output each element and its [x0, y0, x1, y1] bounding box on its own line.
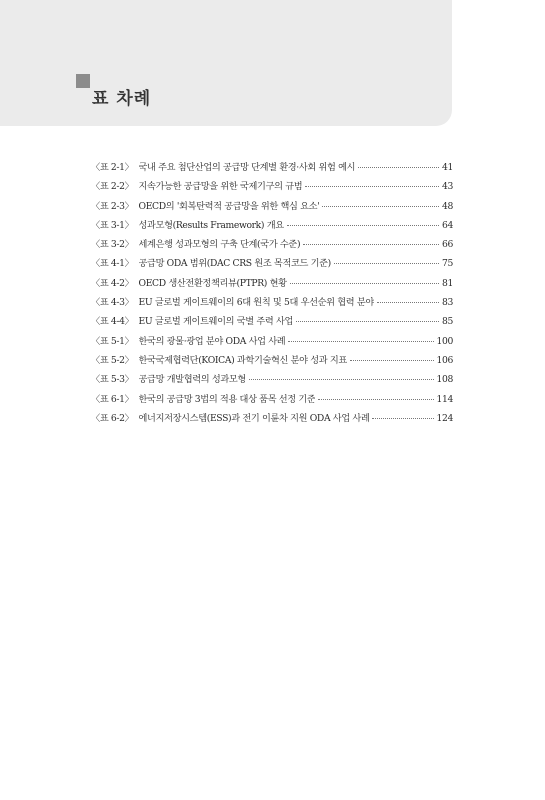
table-of-tables-list [91, 159, 453, 429]
toc-entry-page: 106 [436, 354, 453, 366]
toc-entry[interactable] [91, 275, 453, 294]
toc-entry-title: EU 글로벌 게이트웨이의 6대 원칙 및 5대 우선순위 협력 분야 [138, 297, 374, 309]
toc-entry-label: 〈표 2-1〉 [91, 162, 134, 173]
dot-leader [358, 167, 439, 168]
toc-entry-page: 100 [436, 335, 453, 347]
dot-leader [372, 418, 433, 419]
toc-entry[interactable] [91, 198, 453, 217]
toc-entry[interactable] [91, 255, 453, 274]
toc-entry-page: 83 [442, 297, 453, 309]
toc-entry-title: OECD의 '회복탄력적 공급망을 위한 핵심 요소' [138, 200, 320, 212]
header-band [0, 0, 452, 126]
toc-entry-page: 64 [442, 219, 453, 231]
toc-entry[interactable] [91, 352, 453, 371]
dot-leader [296, 321, 439, 322]
toc-entry-title: 공급망 ODA 범위(DAC CRS 원조 목적코드 기준) [138, 258, 331, 270]
toc-entry-title: 한국국제협력단(KOICA) 과학기술혁신 분야 성과 지표 [138, 354, 347, 366]
toc-entry-label: 〈표 4-3〉 [91, 297, 134, 309]
toc-entry-page: 81 [442, 277, 453, 289]
toc-entry-title: OECD 생산전환정책리뷰(PTPR) 현황 [138, 277, 287, 289]
toc-entry-page: 124 [436, 412, 453, 424]
toc-entry-page: 108 [436, 374, 453, 386]
toc-entry-title: 한국의 공급망 3법의 적용 대상 품목 선정 기준 [138, 393, 316, 405]
toc-entry-label: 〈표 5-3〉 [91, 374, 134, 386]
dot-leader [322, 206, 439, 207]
toc-entry[interactable] [91, 391, 453, 410]
toc-entry-label: 〈표 4-2〉 [91, 277, 134, 289]
toc-entry-label: 〈표 2-3〉 [91, 200, 134, 212]
toc-entry[interactable] [91, 371, 453, 390]
dot-leader [318, 399, 433, 400]
toc-entry-label: 〈표 5-2〉 [91, 354, 134, 366]
toc-entry-title: 에너지저장시스템(ESS)과 전기 이륜차 지원 ODA 사업 사례 [138, 412, 370, 424]
toc-entry-page: 48 [442, 200, 453, 212]
toc-entry-label: 〈표 3-2〉 [91, 239, 134, 251]
toc-entry-title: 공급망 개발협력의 성과모형 [138, 374, 246, 386]
dot-leader [350, 360, 434, 361]
toc-entry[interactable] [91, 159, 453, 178]
toc-entry-label: 〈표 4-4〉 [91, 316, 134, 328]
toc-entry-page: 114 [436, 393, 453, 405]
toc-entry-page: 75 [442, 258, 453, 270]
dot-leader [334, 263, 439, 264]
toc-entry-label: 〈표 6-1〉 [91, 393, 134, 405]
dot-leader [303, 244, 439, 245]
toc-entry[interactable] [91, 333, 453, 352]
toc-entry[interactable] [91, 178, 453, 197]
toc-entry[interactable] [91, 313, 453, 332]
toc-entry-label: 〈표 5-1〉 [91, 335, 134, 347]
dot-leader [377, 302, 439, 303]
toc-entry-label: 〈표 3-1〉 [91, 219, 134, 231]
dot-leader [305, 186, 439, 187]
toc-entry-page: 43 [442, 181, 453, 193]
dot-leader [287, 225, 439, 226]
toc-entry[interactable] [91, 217, 453, 236]
dot-leader [290, 283, 439, 284]
toc-entry-label: 〈표 4-1〉 [91, 258, 134, 270]
toc-entry-title: 한국의 광물·광업 분야 ODA 사업 사례 [138, 335, 286, 347]
toc-entry-page: 41 [442, 162, 453, 173]
dot-leader [249, 379, 434, 380]
toc-entry-label: 〈표 2-2〉 [91, 181, 134, 193]
toc-entry-title: EU 글로벌 게이트웨이의 국별 주력 사업 [138, 316, 293, 328]
toc-entry-page: 85 [442, 316, 453, 328]
title-accent-square [76, 74, 90, 88]
toc-entry-page: 66 [442, 239, 453, 251]
toc-entry[interactable] [91, 236, 453, 255]
toc-entry-label: 〈표 6-2〉 [91, 412, 134, 424]
toc-entry-title: 국내 주요 첨단산업의 공급망 단계별 환경·사회 위험 예시 [138, 162, 356, 173]
dot-leader [288, 341, 433, 342]
toc-entry-title: 성과모형(Results Framework) 개요 [138, 219, 284, 231]
toc-entry-title: 지속가능한 공급망을 위한 국제기구의 규범 [138, 181, 303, 193]
toc-entry[interactable] [91, 410, 453, 429]
page-title: 표 차례 [92, 89, 152, 109]
toc-entry[interactable] [91, 294, 453, 313]
toc-entry-title: 세계은행 성과모형의 구축 단계(국가 수준) [138, 239, 301, 251]
